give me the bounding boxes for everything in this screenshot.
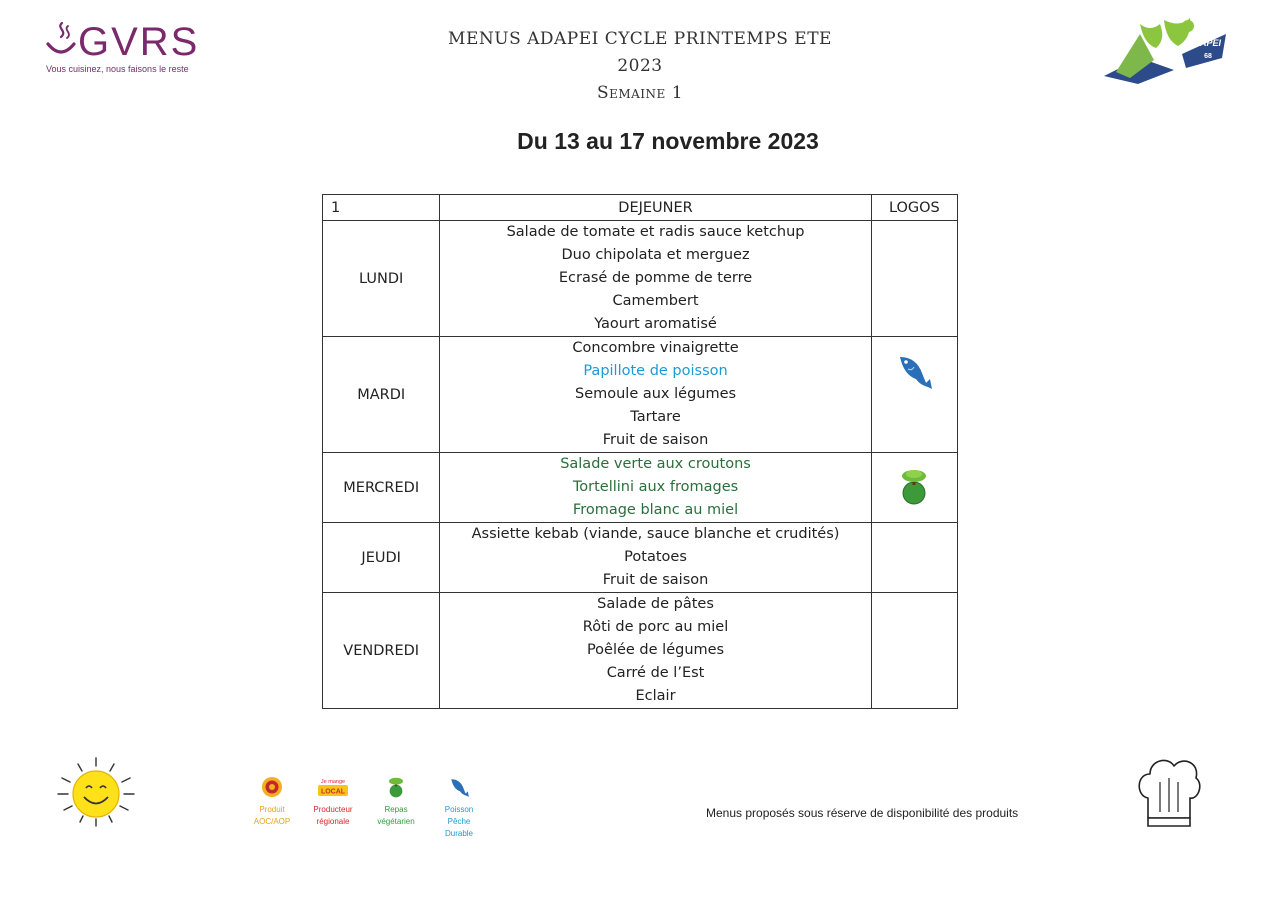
chef-hat-icon: [1134, 752, 1204, 830]
legend-item-aoc: [237, 776, 307, 828]
menu-cycle-title: MENUS ADAPEI CYCLE PRINTEMPS ETE 2023: [448, 29, 832, 76]
dish-item: Fruit de saison: [602, 432, 709, 448]
dish-item: Yaourt aromatisé: [594, 316, 717, 332]
dish-item: Camembert: [612, 293, 699, 309]
dish-list: [440, 453, 871, 523]
legend-label: Producteur régionale: [313, 805, 353, 826]
dish-item-fish: Papillote de poisson: [583, 363, 728, 379]
smiling-sun-icon: [52, 756, 140, 828]
table-row: [323, 523, 958, 593]
dish-item: Tartare: [630, 409, 681, 425]
aoc-aop-icon: [261, 776, 283, 798]
dish-item: Carré de l’Est: [606, 665, 705, 681]
dish-item: Eclair: [635, 688, 676, 704]
day-label: LUNDI: [323, 221, 440, 337]
fish-icon: [894, 351, 934, 391]
dish-item: Duo chipolata et merguez: [561, 247, 750, 263]
dish-item: Ecrasé de pomme de terre: [558, 270, 753, 286]
dish-item: Poêlée de légumes: [586, 642, 725, 658]
dish-item: Fruit de saison: [602, 572, 709, 588]
local-badge-line1: Je mange: [320, 779, 346, 785]
legend-label: Repas végétarien: [377, 805, 415, 826]
logo-cell: [871, 453, 957, 523]
table-row: [323, 337, 958, 453]
legend-label: Poisson Pêche Durable: [444, 805, 474, 838]
menu-table: [322, 194, 958, 709]
vegetarian-icon: [897, 467, 931, 505]
dish-item: Salade de pâtes: [597, 596, 714, 612]
steam-bowl-icon: [46, 20, 76, 58]
vegetarian-icon: [386, 776, 406, 798]
menu-header: [440, 26, 840, 107]
fish-icon: [448, 776, 470, 798]
dish-item-vegetarian: Fromage blanc au miel: [572, 502, 739, 518]
table-row: [323, 221, 958, 337]
date-range-title: Du 13 au 17 novembre 2023: [517, 128, 819, 154]
dish-list: [440, 221, 871, 337]
logo-cell: [871, 523, 957, 593]
dish-item: Semoule aux légumes: [574, 386, 737, 402]
day-label: MARDI: [323, 337, 440, 453]
dish-list: [440, 337, 871, 453]
availability-disclaimer: Menus proposés sous réserve de disponibilité des produits: [706, 806, 1019, 820]
lunch-column-header: DEJEUNER: [440, 195, 871, 221]
dish-item-vegetarian: Salade verte aux croutons: [560, 456, 751, 472]
table-row: [323, 453, 958, 523]
dish-item: Rôti de porc au miel: [582, 619, 729, 635]
logo-cell: [871, 337, 957, 453]
local-badge-line2: LOCAL: [320, 788, 346, 796]
partner-logo-subtext: 68: [1204, 53, 1212, 60]
brand-tagline: Vous cuisinez, nous faisons le reste: [46, 64, 189, 74]
dish-list: [440, 593, 871, 709]
dish-item: Assiette kebab (viande, sauce blanche et crudités): [471, 526, 840, 542]
legend-label: Produit AOC/AOP: [253, 805, 291, 826]
partner-logo-text: ADAPEI: [1186, 38, 1222, 48]
day-label: VENDREDI: [323, 593, 440, 709]
table-header-row: [323, 195, 958, 221]
logo-cell: [871, 593, 957, 709]
dish-item: Salade de tomate et radis sauce ketchup: [506, 224, 805, 240]
legend-item-fish: [424, 776, 494, 840]
dish-item: Concombre vinaigrette: [572, 340, 739, 356]
logo-cell: [871, 221, 957, 337]
week-number-header: 1: [323, 195, 440, 221]
dish-item: Potatoes: [624, 549, 687, 565]
day-label: JEUDI: [323, 523, 440, 593]
day-label: MERCREDI: [323, 453, 440, 523]
legend-item-local: [298, 776, 368, 828]
dish-list: [440, 523, 871, 593]
brand-name: GVRS: [78, 20, 200, 64]
gvrs-logo: [46, 18, 206, 78]
table-row: [323, 593, 958, 709]
week-title: Semaine 1: [596, 83, 684, 103]
dish-item-vegetarian: Tortellini aux fromages: [572, 479, 739, 495]
legend-item-vegetarian: [361, 776, 431, 828]
local-producer-icon: [315, 776, 351, 798]
adapei-logo: [1100, 14, 1230, 84]
logos-column-header: LOGOS: [871, 195, 957, 221]
